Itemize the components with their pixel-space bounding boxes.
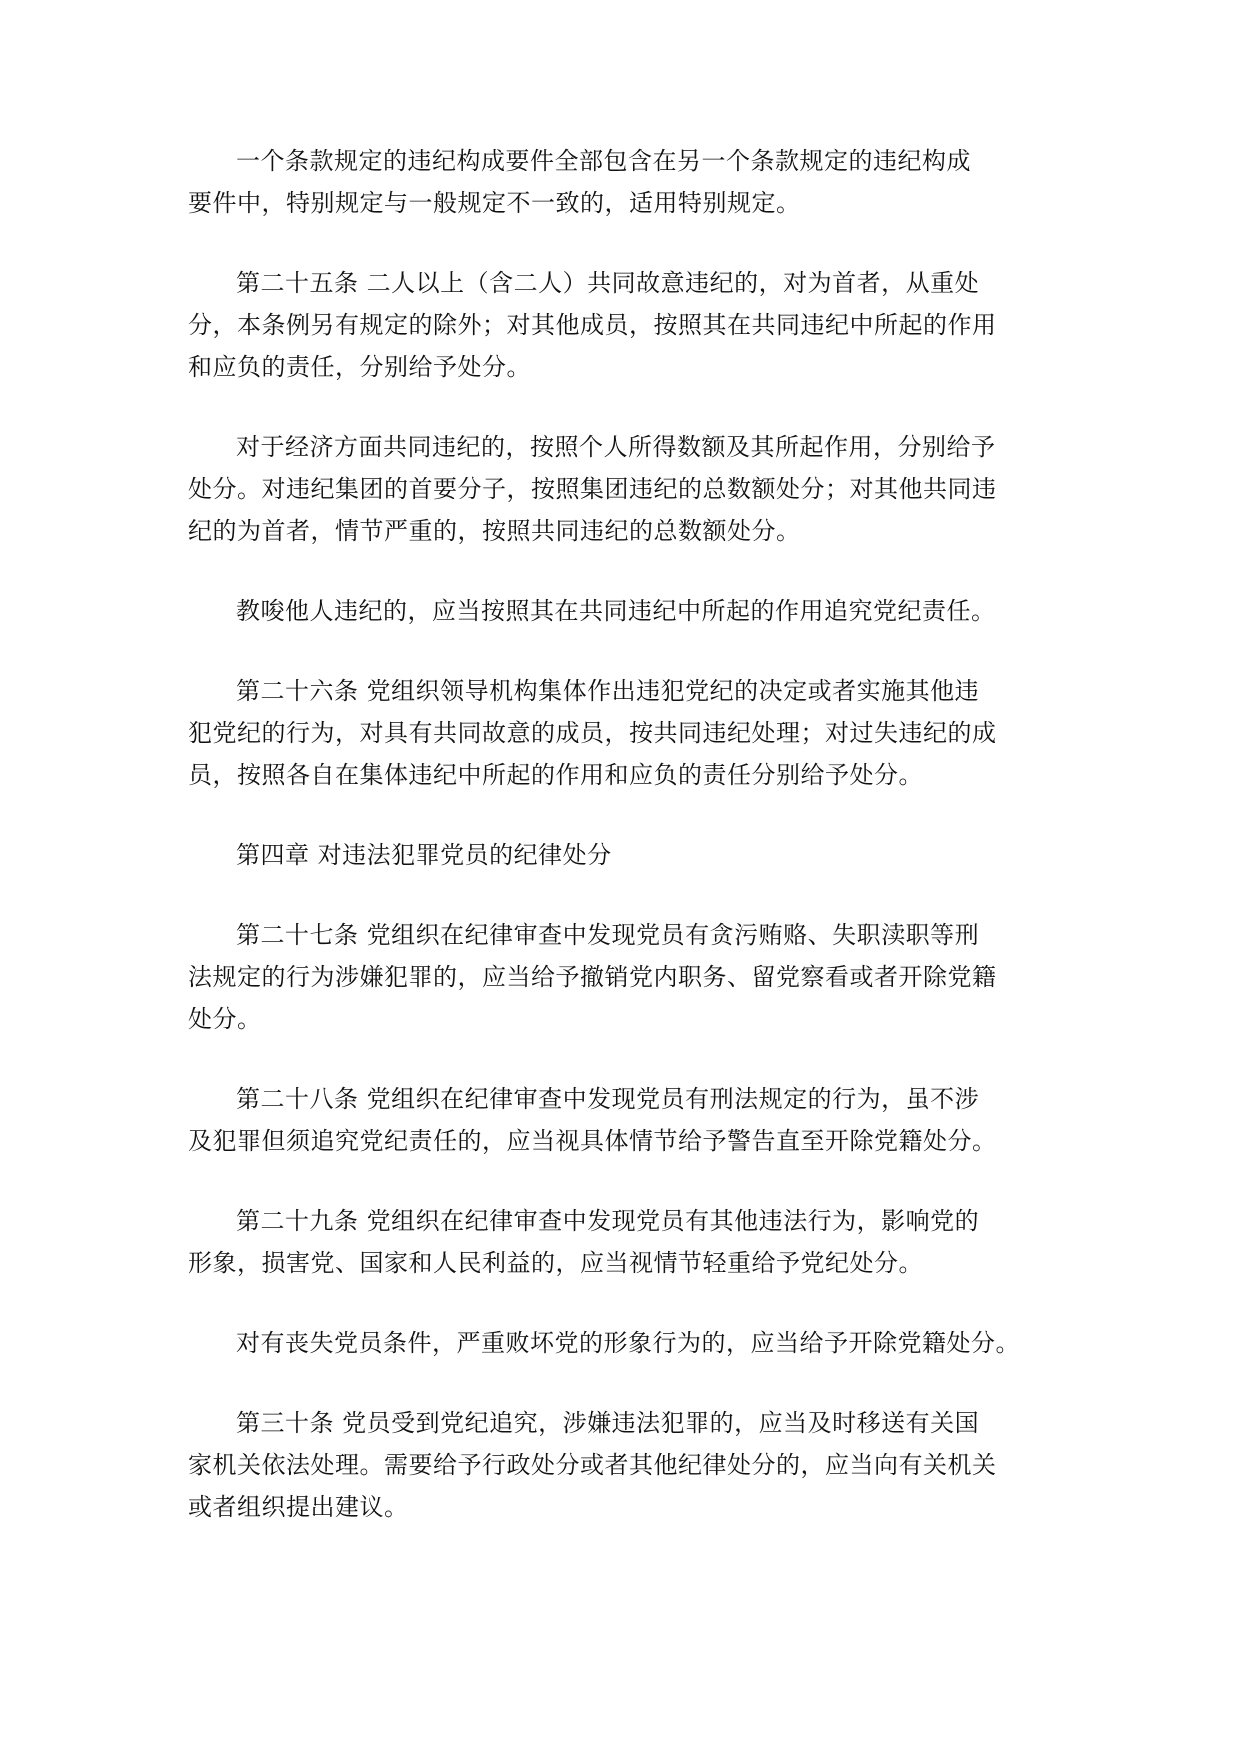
paragraph-line: 要件中，特别规定与一般规定不一致的，适用特别规定。 — [188, 189, 801, 217]
article-27-line: 处分。 — [188, 1005, 262, 1033]
article-28-line: 第二十八条 党组织在纪律审查中发现党员有刑法规定的行为，虽不涉 — [236, 1085, 980, 1113]
chapter-heading: 第四章 对违法犯罪党员的纪律处分 — [236, 841, 612, 869]
article-30-line: 第三十条 党员受到党纪追究，涉嫌违法犯罪的，应当及时移送有关国 — [236, 1409, 980, 1437]
article-30-line: 或者组织提出建议。 — [188, 1493, 409, 1521]
paragraph-line: 教唆他人违纪的，应当按照其在共同违纪中所起的作用追究党纪责任。 — [236, 597, 996, 625]
article-26-line: 犯党纪的行为，对具有共同故意的成员，按共同违纪处理；对过失违纪的成 — [188, 719, 997, 747]
article-25-line: 和应负的责任，分别给予处分。 — [188, 353, 531, 381]
article-29-line: 第二十九条 党组织在纪律审查中发现党员有其他违法行为，影响党的 — [236, 1207, 980, 1235]
article-27-line: 第二十七条 党组织在纪律审查中发现党员有贪污贿赂、失职渎职等刑 — [236, 921, 980, 949]
paragraph-line: 一个条款规定的违纪构成要件全部包含在另一个条款规定的违纪构成 — [236, 147, 971, 175]
paragraph-line: 纪的为首者，情节严重的，按照共同违纪的总数额处分。 — [188, 517, 801, 545]
paragraph-line: 对有丧失党员条件，严重败坏党的形象行为的，应当给予开除党籍处分。 — [236, 1329, 1020, 1357]
article-29-line: 形象，损害党、国家和人民利益的，应当视情节轻重给予党纪处分。 — [188, 1249, 923, 1277]
article-25-line: 分，本条例另有规定的除外；对其他成员，按照其在共同违纪中所起的作用 — [188, 311, 997, 339]
paragraph-line: 对于经济方面共同违纪的，按照个人所得数额及其所起作用，分别给予 — [236, 433, 996, 461]
article-28-line: 及犯罪但须追究党纪责任的，应当视具体情节给予警告直至开除党籍处分。 — [188, 1127, 997, 1155]
article-27-line: 法规定的行为涉嫌犯罪的，应当给予撤销党内职务、留党察看或者开除党籍 — [188, 963, 997, 991]
paragraph-line: 处分。对违纪集团的首要分子，按照集团违纪的总数额处分；对其他共同违 — [188, 475, 997, 503]
article-25-line: 第二十五条 二人以上（含二人）共同故意违纪的，对为首者，从重处 — [236, 269, 980, 297]
article-26-line: 员，按照各自在集体违纪中所起的作用和应负的责任分别给予处分。 — [188, 761, 923, 789]
article-26-line: 第二十六条 党组织领导机构集体作出违犯党纪的决定或者实施其他违 — [236, 677, 980, 705]
article-30-line: 家机关依法处理。需要给予行政处分或者其他纪律处分的，应当向有关机关 — [188, 1451, 997, 1479]
